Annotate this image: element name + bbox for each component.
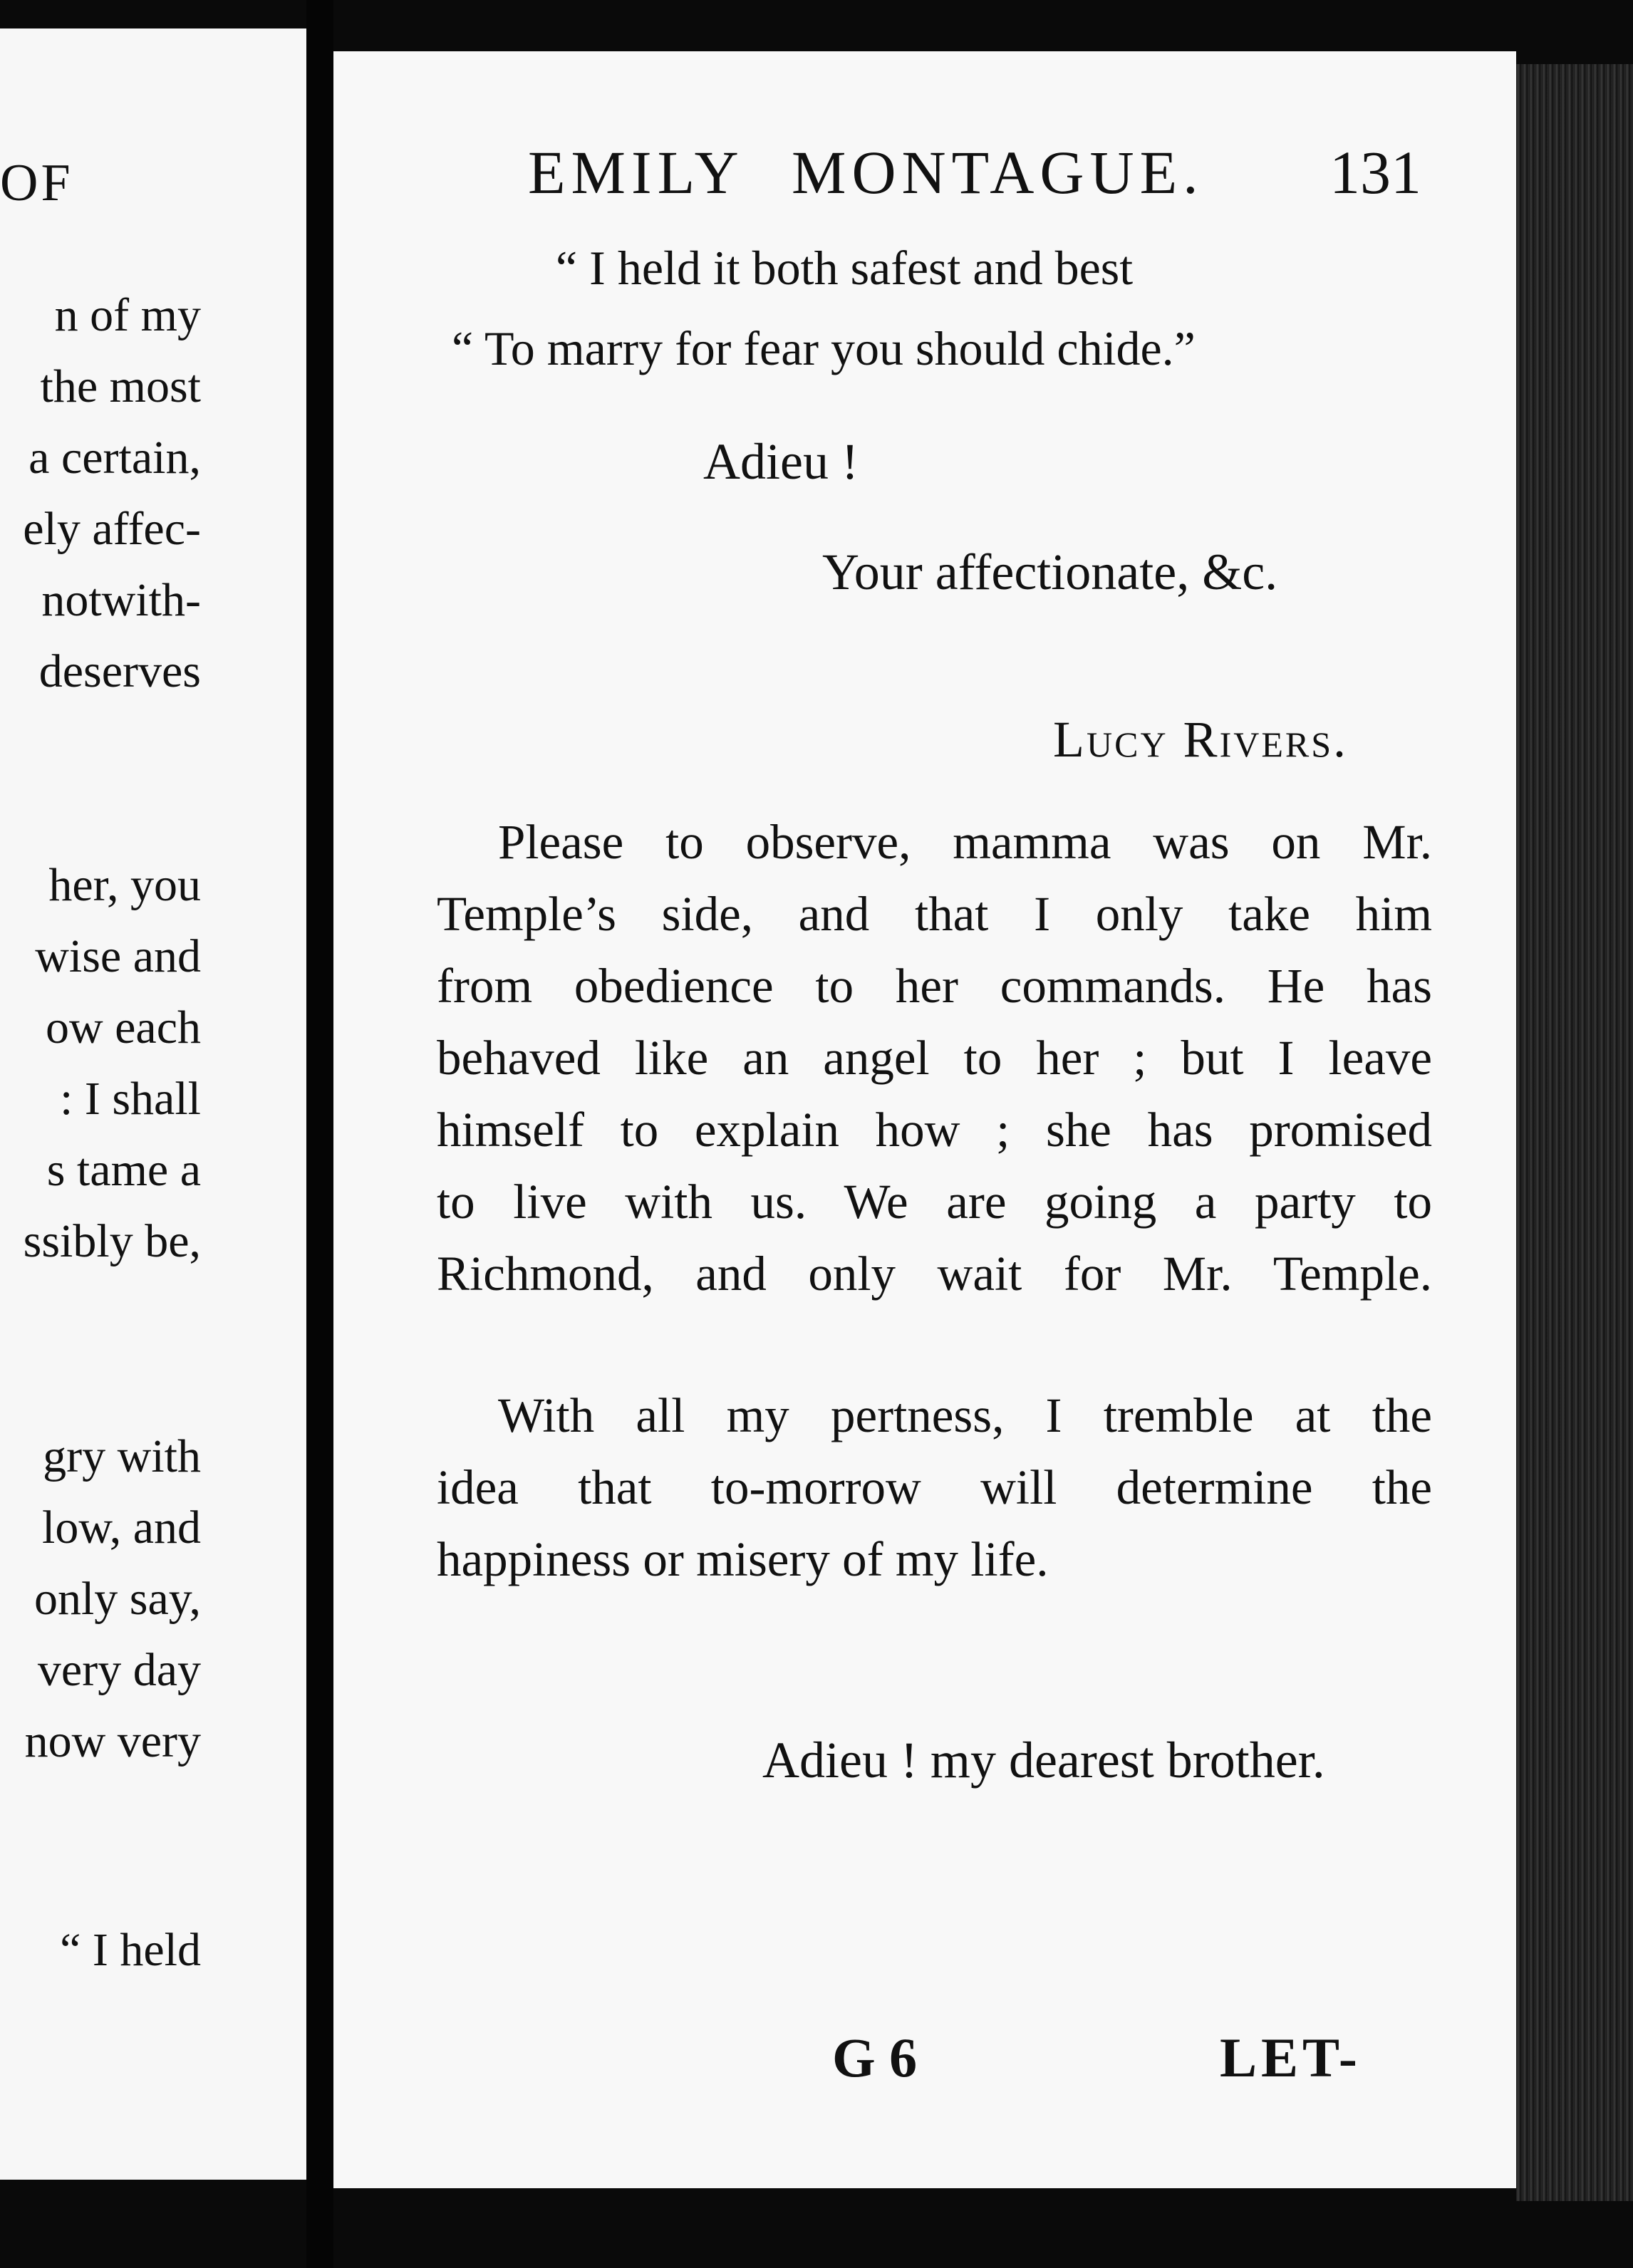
left-facing-page (0, 28, 306, 2180)
left-page-line: very day (37, 1644, 201, 1696)
left-page-line: n of my (54, 289, 201, 341)
paragraph-line: Please to observe, mamma was on Mr. (498, 815, 1432, 869)
catchword: LET- (1220, 2027, 1362, 2088)
book-gutter (306, 0, 333, 2268)
left-page-running-head: OF (0, 154, 73, 212)
verse-line: “ To marry for fear you should chide.” (452, 321, 1196, 375)
paragraph-line: behaved like an angel to her ; but I leave (437, 1031, 1432, 1085)
main-page (333, 51, 1516, 2188)
left-page-line: the most (40, 360, 201, 412)
running-head-title: EMILY MONTAGUE. (528, 138, 1204, 207)
final-farewell: Adieu ! my dearest brother. (762, 1732, 1325, 1789)
left-page-line: only say, (33, 1573, 201, 1625)
complimentary-close: Your affectionate, &c. (822, 543, 1278, 600)
signature-mark: G 6 (832, 2027, 918, 2088)
paragraph-line: happiness or misery of my life. (437, 1532, 1049, 1586)
paragraph-line: With all my pertness, I tremble at the (498, 1388, 1432, 1442)
left-page-line: now very (24, 1715, 201, 1767)
left-page-line: ely affec- (23, 503, 201, 555)
left-page-line: deserves (38, 645, 201, 697)
paragraph (437, 806, 1432, 1310)
left-page-line: wise and (35, 930, 201, 982)
running-head (333, 137, 1516, 222)
verse-line: “ I held it both safest and best (556, 241, 1134, 295)
left-page-line: gry with (43, 1430, 201, 1482)
left-page-line: ow each (45, 1002, 201, 1054)
left-page-line: low, and (41, 1502, 201, 1554)
paragraph-line: from obedience to her commands. He has (437, 959, 1432, 1013)
paragraph-line: idea that to-morrow will determine the (437, 1460, 1432, 1514)
paragraph (437, 1380, 1432, 1596)
page-edges (1516, 64, 1633, 2201)
paragraph-line: himself to explain how ; she has promised (437, 1103, 1432, 1157)
left-page-line: ssibly be, (23, 1215, 201, 1267)
left-page-line: her, you (48, 859, 201, 911)
left-page-line: a certain, (28, 432, 201, 484)
left-page-line: s tame a (46, 1144, 201, 1196)
paragraph-line: Richmond, and only wait for Mr. Temple. (437, 1247, 1432, 1301)
left-page-line: : I shall (60, 1073, 201, 1125)
paragraph-line: to live with us. We are going a party to (437, 1175, 1432, 1229)
left-page-line: notwith- (41, 574, 201, 626)
signature: Lucy Rivers. (1053, 711, 1349, 768)
page-number: 131 (1329, 138, 1421, 207)
farewell: Adieu ! (703, 433, 859, 490)
left-page-line: “ I held (60, 1924, 201, 1976)
paragraph-line: Temple’s side, and that I only take him (437, 887, 1432, 941)
